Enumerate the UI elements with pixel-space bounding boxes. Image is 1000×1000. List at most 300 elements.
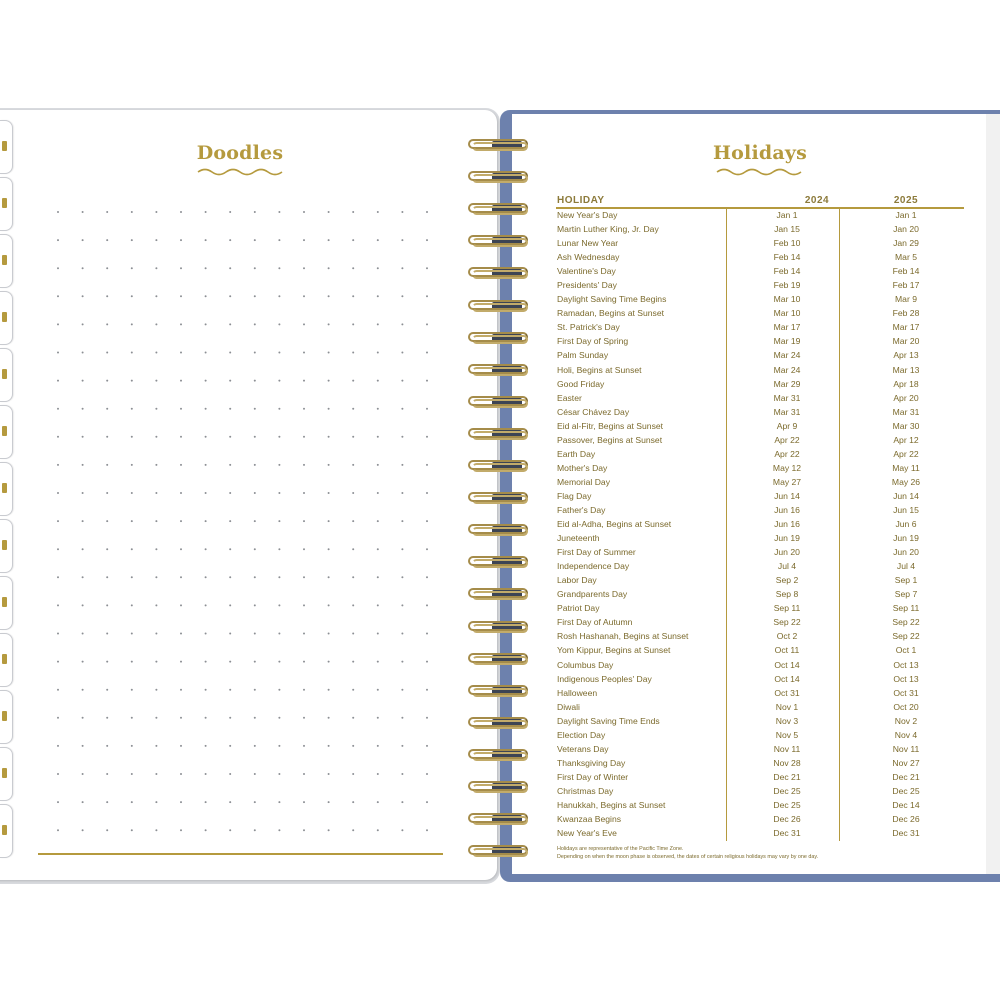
holiday-name: Holi, Begins at Sunset xyxy=(557,364,642,375)
date-2024: Mar 19 xyxy=(773,336,801,347)
table-row xyxy=(556,208,964,222)
date-2025: Mar 17 xyxy=(892,322,920,333)
date-2025: Dec 26 xyxy=(892,814,920,825)
date-2024: Dec 25 xyxy=(773,785,801,796)
month-tab[interactable] xyxy=(0,405,13,459)
grid-dot xyxy=(328,689,330,691)
table-row xyxy=(556,222,964,236)
table-row xyxy=(556,489,964,503)
grid-dot xyxy=(82,295,84,297)
grid-dot xyxy=(155,295,157,297)
table-row xyxy=(556,658,964,672)
grid-dot xyxy=(82,689,84,691)
grid-dot xyxy=(106,745,108,747)
grid-dot xyxy=(131,717,133,719)
date-2025: Apr 13 xyxy=(893,350,919,361)
grid-dot xyxy=(229,352,231,354)
table-row xyxy=(556,292,964,306)
holiday-name: Hanukkah, Begins at Sunset xyxy=(557,799,666,810)
grid-dot xyxy=(229,773,231,775)
header-2025: 2025 xyxy=(893,195,919,206)
table-row xyxy=(556,700,964,714)
grid-dot xyxy=(106,323,108,325)
grid-dot xyxy=(106,773,108,775)
grid-dot xyxy=(82,576,84,578)
grid-dot xyxy=(82,604,84,606)
grid-dot xyxy=(106,267,108,269)
table-row xyxy=(556,826,964,840)
table-row xyxy=(556,363,964,377)
grid-dot xyxy=(82,745,84,747)
grid-dot xyxy=(278,436,280,438)
grid-dot xyxy=(106,380,108,382)
grid-dot xyxy=(106,239,108,241)
grid-dot xyxy=(205,352,207,354)
table-row xyxy=(556,545,964,559)
grid-dot xyxy=(57,295,59,297)
table-row xyxy=(556,559,964,573)
grid-dot xyxy=(377,436,379,438)
grid-dot xyxy=(401,661,403,663)
grid-dot xyxy=(229,745,231,747)
grid-dot xyxy=(377,239,379,241)
date-2024: Mar 17 xyxy=(773,322,801,333)
grid-dot xyxy=(426,295,428,297)
grid-dot xyxy=(426,576,428,578)
date-2025: Sep 22 xyxy=(892,631,920,642)
grid-dot xyxy=(180,323,182,325)
grid-dot xyxy=(229,661,231,663)
grid-dot xyxy=(377,520,379,522)
grid-dot xyxy=(377,717,379,719)
grid-dot xyxy=(352,717,354,719)
grid-dot xyxy=(131,633,133,635)
date-2024: Mar 24 xyxy=(773,350,801,361)
grid-dot xyxy=(106,520,108,522)
grid-dot xyxy=(278,211,280,213)
grid-dot xyxy=(180,548,182,550)
grid-dot xyxy=(57,661,59,663)
grid-dot xyxy=(303,295,305,297)
table-row xyxy=(556,503,964,517)
table-row xyxy=(556,405,964,419)
grid-dot xyxy=(377,323,379,325)
title-squiggle-ornament xyxy=(715,166,805,178)
grid-dot xyxy=(401,323,403,325)
grid-dot xyxy=(106,295,108,297)
month-tab[interactable] xyxy=(0,348,13,402)
date-2024: Nov 5 xyxy=(775,729,799,740)
grid-dot xyxy=(303,633,305,635)
grid-dot xyxy=(205,380,207,382)
grid-dot xyxy=(352,323,354,325)
holiday-name: First Day of Winter xyxy=(557,771,629,782)
grid-dot xyxy=(180,801,182,803)
grid-dot xyxy=(426,773,428,775)
table-row xyxy=(556,643,964,657)
holiday-name: Election Day xyxy=(557,729,606,740)
grid-dot xyxy=(377,548,379,550)
grid-dot xyxy=(229,380,231,382)
grid-dot xyxy=(303,576,305,578)
month-tab[interactable] xyxy=(0,747,13,801)
date-2024: Sep 2 xyxy=(775,575,799,586)
grid-dot xyxy=(254,436,256,438)
date-2024: Nov 11 xyxy=(773,743,801,754)
grid-dot xyxy=(377,211,379,213)
grid-dot xyxy=(82,520,84,522)
grid-dot xyxy=(303,436,305,438)
month-tab[interactable] xyxy=(0,633,13,687)
header-holiday: HOLIDAY xyxy=(557,195,605,206)
grid-dot xyxy=(155,604,157,606)
grid-dot xyxy=(254,661,256,663)
grid-dot xyxy=(401,408,403,410)
grid-dot xyxy=(254,576,256,578)
grid-dot xyxy=(328,717,330,719)
grid-dot xyxy=(278,717,280,719)
date-2024: Dec 26 xyxy=(773,814,801,825)
grid-dot xyxy=(82,492,84,494)
date-2025: Sep 1 xyxy=(894,575,918,586)
date-2024: Oct 14 xyxy=(774,673,800,684)
table-row xyxy=(556,236,964,250)
grid-dot xyxy=(180,689,182,691)
date-2025: Jan 20 xyxy=(893,224,919,235)
grid-dot xyxy=(106,492,108,494)
table-row xyxy=(556,728,964,742)
grid-dot xyxy=(106,801,108,803)
grid-dot xyxy=(155,464,157,466)
grid-dot xyxy=(352,745,354,747)
grid-dot xyxy=(205,464,207,466)
grid-dot xyxy=(155,576,157,578)
grid-dot xyxy=(328,520,330,522)
grid-dot xyxy=(180,576,182,578)
grid-dot xyxy=(401,745,403,747)
grid-dot xyxy=(229,576,231,578)
grid-dot xyxy=(352,267,354,269)
grid-dot xyxy=(229,633,231,635)
grid-dot xyxy=(205,604,207,606)
grid-dot xyxy=(131,520,133,522)
date-2024: Nov 1 xyxy=(775,701,799,712)
grid-dot xyxy=(303,408,305,410)
date-2025: Sep 11 xyxy=(892,603,920,614)
grid-dot xyxy=(278,352,280,354)
grid-dot xyxy=(131,689,133,691)
grid-dot xyxy=(205,773,207,775)
table-row xyxy=(556,377,964,391)
holiday-name: Columbus Day xyxy=(557,659,614,670)
date-2024: Dec 25 xyxy=(773,799,801,810)
table-row xyxy=(556,334,964,348)
grid-dot xyxy=(401,520,403,522)
grid-dot xyxy=(229,408,231,410)
grid-dot xyxy=(303,689,305,691)
grid-dot xyxy=(155,436,157,438)
date-2024: Apr 9 xyxy=(776,420,798,431)
date-2024: Feb 14 xyxy=(773,252,801,263)
date-2025: Jun 14 xyxy=(893,490,919,501)
grid-dot xyxy=(401,633,403,635)
month-tab[interactable] xyxy=(0,120,13,174)
date-2025: Mar 13 xyxy=(892,364,920,375)
grid-dot xyxy=(82,829,84,831)
holiday-name: Memorial Day xyxy=(557,476,611,487)
grid-dot xyxy=(82,801,84,803)
table-row xyxy=(556,461,964,475)
grid-dot xyxy=(82,661,84,663)
table-row xyxy=(556,629,964,643)
grid-dot xyxy=(303,464,305,466)
month-tab[interactable] xyxy=(0,177,13,231)
grid-dot xyxy=(155,211,157,213)
date-2025: Jun 6 xyxy=(895,519,917,530)
grid-dot xyxy=(254,801,256,803)
grid-dot xyxy=(426,689,428,691)
grid-dot xyxy=(254,773,256,775)
spiral-coil xyxy=(468,299,530,313)
month-tab[interactable] xyxy=(0,519,13,573)
grid-dot xyxy=(352,408,354,410)
grid-dot xyxy=(254,295,256,297)
date-2025: Jun 20 xyxy=(893,547,919,558)
table-row xyxy=(556,798,964,812)
grid-dot xyxy=(352,801,354,803)
grid-dot xyxy=(180,380,182,382)
grid-dot xyxy=(254,267,256,269)
holiday-name: Juneteenth xyxy=(557,533,600,544)
grid-dot xyxy=(57,211,59,213)
date-2024: May 12 xyxy=(772,462,802,473)
month-tab[interactable] xyxy=(0,576,13,630)
table-row xyxy=(556,756,964,770)
month-tab[interactable] xyxy=(0,234,13,288)
grid-dot xyxy=(229,689,231,691)
holiday-name: Ash Wednesday xyxy=(557,252,620,263)
spiral-coil xyxy=(468,170,530,184)
grid-dot xyxy=(82,239,84,241)
grid-dot xyxy=(82,717,84,719)
spiral-binding xyxy=(462,138,542,868)
grid-dot xyxy=(254,633,256,635)
grid-dot xyxy=(377,492,379,494)
header-2024: 2024 xyxy=(804,195,830,206)
table-row xyxy=(556,447,964,461)
grid-dot xyxy=(57,323,59,325)
grid-dot xyxy=(254,745,256,747)
spiral-coil xyxy=(468,716,530,730)
footnote: Holidays are representative of the Pacific Time Zone. xyxy=(557,846,684,852)
grid-dot xyxy=(131,295,133,297)
date-2024: Sep 22 xyxy=(773,617,801,628)
grid-dot xyxy=(155,773,157,775)
date-2025: Nov 2 xyxy=(894,715,918,726)
grid-dot xyxy=(254,604,256,606)
spiral-coil xyxy=(468,234,530,248)
grid-dot xyxy=(180,633,182,635)
grid-dot xyxy=(328,801,330,803)
date-2024: Jun 14 xyxy=(774,490,800,501)
grid-dot xyxy=(180,745,182,747)
grid-dot xyxy=(254,717,256,719)
grid-dot xyxy=(82,773,84,775)
date-2025: Dec 31 xyxy=(892,828,920,839)
grid-dot xyxy=(401,689,403,691)
grid-dot xyxy=(401,548,403,550)
table-row xyxy=(556,770,964,784)
grid-dot xyxy=(426,661,428,663)
grid-dot xyxy=(131,464,133,466)
grid-dot xyxy=(82,633,84,635)
grid-dot xyxy=(426,380,428,382)
spiral-coil xyxy=(468,555,530,569)
date-2024: Apr 22 xyxy=(774,448,800,459)
grid-dot xyxy=(377,661,379,663)
grid-dot xyxy=(106,604,108,606)
grid-dot xyxy=(131,211,133,213)
spiral-coil xyxy=(468,748,530,762)
month-tab[interactable] xyxy=(0,291,13,345)
date-2025: Oct 31 xyxy=(893,687,919,698)
holiday-name: Ramadan, Begins at Sunset xyxy=(557,308,665,319)
grid-dot xyxy=(303,323,305,325)
table-row xyxy=(556,714,964,728)
grid-dot xyxy=(352,295,354,297)
grid-dot xyxy=(155,352,157,354)
grid-dot xyxy=(426,520,428,522)
month-tab[interactable] xyxy=(0,690,13,744)
grid-dot xyxy=(155,548,157,550)
grid-dot xyxy=(57,717,59,719)
holiday-name: First Day of Autumn xyxy=(557,617,633,628)
grid-dot xyxy=(106,408,108,410)
grid-dot xyxy=(57,436,59,438)
grid-dot xyxy=(278,689,280,691)
grid-dot xyxy=(205,267,207,269)
date-2025: Oct 13 xyxy=(893,659,919,670)
grid-dot xyxy=(106,211,108,213)
table-row xyxy=(556,264,964,278)
date-2024: Sep 11 xyxy=(773,603,801,614)
grid-dot xyxy=(131,773,133,775)
date-2024: Jan 15 xyxy=(774,224,800,235)
date-2025: Apr 18 xyxy=(893,378,919,389)
date-2025: Jan 1 xyxy=(895,210,917,220)
grid-dot xyxy=(278,745,280,747)
date-2024: May 27 xyxy=(772,476,802,487)
holiday-name: Mother's Day xyxy=(557,462,608,473)
grid-dot xyxy=(131,408,133,410)
grid-dot xyxy=(278,576,280,578)
date-2024: Jun 19 xyxy=(774,533,800,544)
date-2024: Jan 1 xyxy=(776,210,798,220)
grid-dot xyxy=(229,604,231,606)
grid-dot xyxy=(352,829,354,831)
grid-dot xyxy=(426,352,428,354)
date-2025: Mar 31 xyxy=(892,406,920,417)
grid-dot xyxy=(278,267,280,269)
grid-dot xyxy=(254,380,256,382)
holiday-name: New Year's Eve xyxy=(557,828,617,839)
grid-dot xyxy=(401,604,403,606)
date-2025: May 26 xyxy=(891,476,921,487)
holiday-name: Veterans Day xyxy=(557,743,609,754)
grid-dot xyxy=(155,801,157,803)
grid-dot xyxy=(254,323,256,325)
date-2024: Feb 14 xyxy=(773,266,801,277)
date-2025: Apr 22 xyxy=(893,448,919,459)
grid-dot xyxy=(352,576,354,578)
grid-dot xyxy=(352,352,354,354)
month-tab[interactable] xyxy=(0,804,13,858)
grid-dot xyxy=(254,408,256,410)
table-row xyxy=(556,391,964,405)
table-row xyxy=(556,531,964,545)
grid-dot xyxy=(401,576,403,578)
grid-dot xyxy=(57,829,59,831)
grid-dot xyxy=(426,633,428,635)
grid-dot xyxy=(131,323,133,325)
table-row xyxy=(556,573,964,587)
grid-dot xyxy=(229,464,231,466)
grid-dot xyxy=(131,829,133,831)
grid-dot xyxy=(401,829,403,831)
grid-dot xyxy=(106,689,108,691)
grid-dot xyxy=(426,801,428,803)
grid-dot xyxy=(377,576,379,578)
grid-dot xyxy=(155,520,157,522)
grid-dot xyxy=(180,464,182,466)
grid-dot xyxy=(377,773,379,775)
date-2025: Dec 14 xyxy=(892,799,920,810)
grid-dot xyxy=(377,633,379,635)
holiday-name: Grandparents Day xyxy=(557,589,628,600)
table-row xyxy=(556,672,964,686)
grid-dot xyxy=(401,773,403,775)
date-2025: Nov 27 xyxy=(892,757,920,768)
grid-dot xyxy=(131,267,133,269)
holiday-name: Palm Sunday xyxy=(557,350,609,361)
table-row xyxy=(556,433,964,447)
grid-dot xyxy=(278,520,280,522)
grid-dot xyxy=(303,548,305,550)
grid-dot xyxy=(180,520,182,522)
date-2024: Oct 31 xyxy=(774,687,800,698)
table-row xyxy=(556,742,964,756)
holiday-name: Kwanzaa Begins xyxy=(557,814,622,825)
grid-dot xyxy=(303,745,305,747)
holiday-name: Diwali xyxy=(557,701,580,712)
holiday-name: Lunar New Year xyxy=(557,238,619,249)
grid-dot xyxy=(131,352,133,354)
grid-dot xyxy=(278,295,280,297)
grid-dot xyxy=(205,548,207,550)
holiday-name: Patriot Day xyxy=(557,603,600,614)
month-tab[interactable] xyxy=(0,462,13,516)
grid-dot xyxy=(106,436,108,438)
table-header xyxy=(556,192,964,208)
grid-dot xyxy=(278,801,280,803)
table-row xyxy=(556,517,964,531)
grid-dot xyxy=(426,717,428,719)
grid-dot xyxy=(229,323,231,325)
table-row xyxy=(556,784,964,798)
grid-dot xyxy=(254,352,256,354)
date-2025: Sep 7 xyxy=(894,589,918,600)
grid-dot xyxy=(426,604,428,606)
